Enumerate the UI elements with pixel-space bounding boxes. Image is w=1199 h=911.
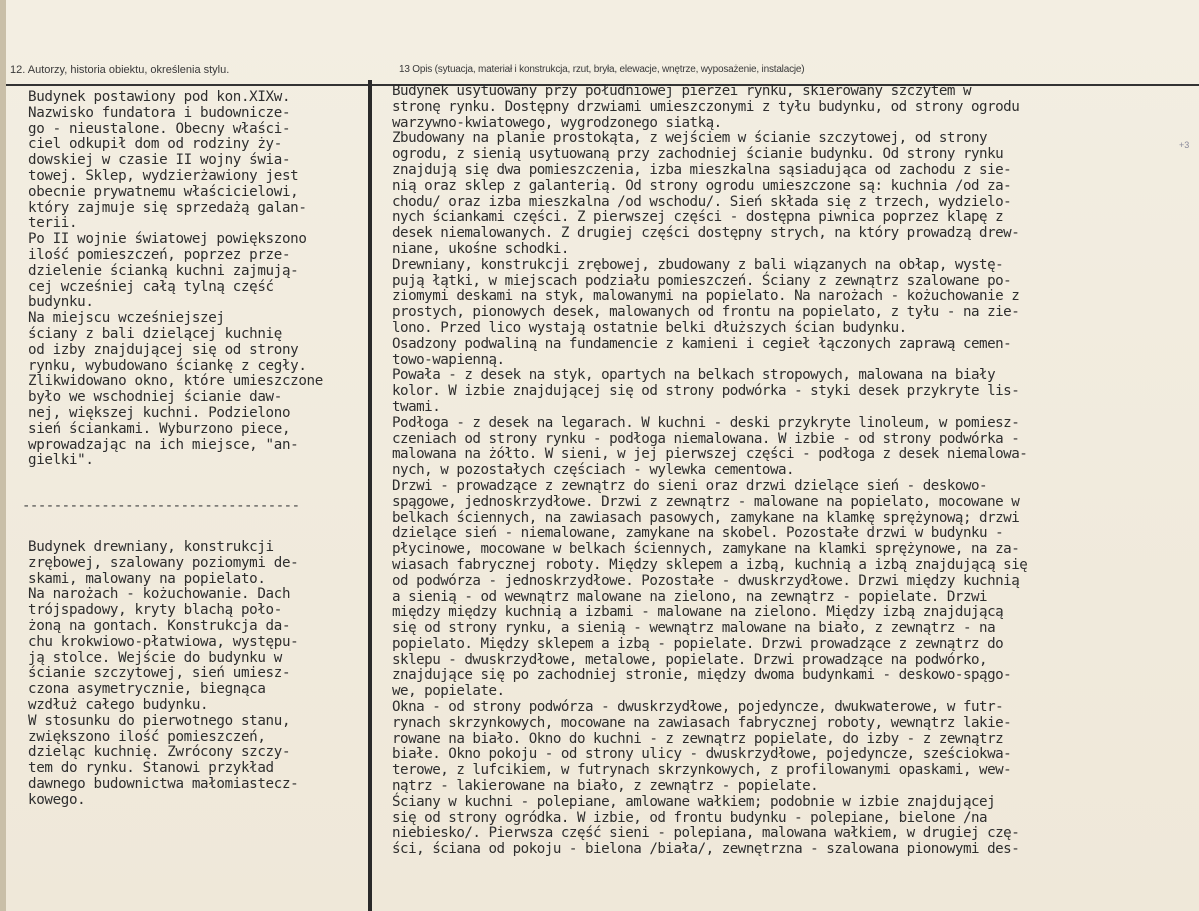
- text-line: się od strony ogródka. W izbie, od frontu budynku - polepiane, bielone /na: [392, 809, 988, 826]
- text-line: dzielenie ścianką kuchni zajmują-: [28, 262, 299, 279]
- margin-mark: +3: [1179, 140, 1190, 150]
- text-line: Na narożach - kożuchowanie. Dach: [28, 586, 291, 603]
- text-line: żoną na gontach. Konstrukcja da-: [28, 617, 291, 634]
- text-line: spągowe, jednoskrzydłowe. Drzwi z zewnątrz - malowane na popielato, mocowane w: [392, 493, 1020, 510]
- text-line: skami, malowany na popielato.: [28, 570, 266, 587]
- text-line: twami.: [392, 398, 441, 415]
- text-line: czeniach od strony rynku - podłoga niemalowana. W izbie - od strony podwórka -: [392, 430, 1020, 447]
- text-line: malowana na żółto. W sieni, w jej pierwszej części - podłoga z desek niemalowa-: [392, 446, 1028, 463]
- text-line: Powała - z desek na styk, opartych na belkach stropowych, malowana na biały: [392, 367, 996, 384]
- text-line: Ściany w kuchni - polepiane, amlowane wałkiem; podobnie w izbie znajdującej: [392, 793, 996, 810]
- text-line: od podwórza - jednoskrzydłowe. Pozostałe - dwuskrzydłowe. Drzwi między kuchnią: [392, 572, 1020, 589]
- text-line: we, popielate.: [392, 683, 505, 700]
- text-line: niane, ukośne schodki.: [392, 240, 569, 257]
- text-line: rynku, wybudowano ściankę z cegły.: [28, 357, 307, 374]
- text-line: wiasach fabrycznej roboty. Między sklepem a izbą, kuchnią a izbą znajdującą się: [392, 556, 1028, 573]
- text-line: ogrodu, z sienią usytuowaną przy zachodniej ścianie budynku. Od strony rynku: [392, 146, 1004, 163]
- text-line: się od strony rynku, a sienią - wewnątrz malowane na biało, z zewnątrz - na: [392, 620, 996, 637]
- text-line: białe. Okno pokoju - od strony ulicy - dwuskrzydłowe, pojedyncze, sześciokwa-: [392, 746, 1012, 763]
- text-line: było we wschodniej ścianie daw-: [28, 389, 282, 406]
- text-line: chodu/ oraz izba mieszkalna /od wschodu/. Sień składa się z trzech, wydzielo-: [392, 193, 1012, 210]
- text-line: rynach skrzynkowych, mocowane na zawiasach fabrycznej roboty, wewnątrz lakie-: [392, 714, 1012, 731]
- header-right: 13 Opis (sytuacja, materiał i konstrukcja, rzut, bryła, elewacje, wnętrze, wyposażenie, instalacje): [399, 64, 805, 75]
- text-line: zrębowej, szalowany poziomymi de-: [28, 554, 299, 571]
- text-line: znajdują się dwa pomieszczenia, izba mieszkalna sąsiadująca od zachodu z sie-: [392, 161, 1012, 178]
- header-left: 12. Autorzy, historia obiektu, określenia stylu.: [10, 64, 230, 76]
- text-line: rowane na biało. Okno do kuchni - z zewnątrz popielate, do izby - z zewnątrz: [392, 730, 1004, 747]
- text-line: gielki".: [28, 452, 94, 469]
- text-line: ją stolce. Wejście do budynku w: [28, 649, 282, 666]
- text-line: Podłoga - z desek na legarach. W kuchni - deski przykryte linoleum, w pomiesz-: [392, 414, 1020, 431]
- text-line: obecnie prywatnemu właścicielowi,: [28, 183, 299, 200]
- text-line: Zbudowany na planie prostokąta, z wejściem w ścianie szczytowej, od strony: [392, 130, 988, 147]
- text-line: Drzwi - prowadzące z zewnątrz do sieni oraz drzwi dzielące sień - deskowo-: [392, 477, 988, 494]
- text-line: cej wcześniej całą tylną część: [28, 278, 274, 295]
- text-line: Nazwisko fundatora i budownicze-: [28, 104, 291, 121]
- left-column-style: [28, 540, 298, 809]
- page-edge: [0, 0, 6, 911]
- text-line: między między kuchnią a izbami - malowane na zielono. Między izbą znajdującą: [392, 604, 1004, 621]
- separator-line: -----------------------------------: [22, 498, 300, 514]
- text-line: nych, w pozostałych częściach - wylewka cementowa.: [392, 462, 795, 479]
- text-line: Po II wojnie światowej powiększono: [28, 231, 307, 248]
- text-line: stronę rynku. Dostępny drzwiami umieszczonymi z tyłu budynku, od strony ogrodu: [392, 98, 1020, 115]
- text-line: Budynek drewniany, konstrukcji: [28, 539, 274, 555]
- text-line: nią oraz sklep z galanterią. Od strony ogrodu umieszczone są: kuchnia /od za-: [392, 177, 1012, 194]
- text-line: budynku.: [28, 294, 94, 311]
- text-line: płycinowe, mocowane w belkach ściennych, zamykane na klamki sprężynowe, na za-: [392, 541, 1020, 558]
- text-line: chu krokwiowo-płatwiowa, występu-: [28, 633, 299, 650]
- text-line: Budynek postawiony pod kon.XIXw.: [28, 89, 291, 105]
- text-line: warzywno-kwiatowego, wygrodzonego siatką.: [392, 114, 722, 131]
- right-column-description: [392, 84, 1027, 858]
- text-line: tem do rynku. Stanowi przykład: [28, 760, 274, 777]
- text-line: ciel odkupił dom od rodziny ży-: [28, 136, 282, 153]
- text-line: Drewniany, konstrukcji zrębowej, zbudowany z bali wiązanych na obłap, wystę-: [392, 256, 1004, 273]
- text-line: Okna - od strony podwórza - dwuskrzydłowe, pojedyncze, dwukwaterowe, w futr-: [392, 699, 1004, 716]
- text-line: wprowadzając na ich miejsce, "an-: [28, 436, 299, 453]
- text-line: towej. Sklep, wydzierżawiony jest: [28, 167, 299, 184]
- text-line: znajdujące się po zachodniej stronie, między dwoma budynkami - deskowo-spągo-: [392, 667, 1012, 684]
- text-line: belkach ściennych, na zawiasach pasowych, zamykane na klamkę sprężynową; drzwi: [392, 509, 1020, 526]
- text-line: go - nieustalone. Obecny właści-: [28, 120, 291, 137]
- text-line: dawnego budownictwa małomiastecz-: [28, 775, 299, 792]
- text-line: wzdłuż całego budynku.: [28, 696, 209, 713]
- text-line: nych ściankami części. Z pierwszej części - dostępna piwnica poprzez klapę z: [392, 209, 1004, 226]
- text-line: kolor. W izbie znajdującej się od strony podwórka - styki desek przykryte lis-: [392, 383, 1020, 400]
- text-line: dowskiej w czasie II wojny świa-: [28, 152, 291, 169]
- text-line: lono. Przed lico wystają ostatnie belki dłuższych ścian budynku.: [392, 319, 907, 336]
- text-line: który zajmuje się sprzedażą galan-: [28, 199, 307, 216]
- text-line: pują łątki, w miejscach podziału pomieszczeń. Ściany z zewnątrz szalowane po-: [392, 272, 1012, 289]
- text-line: Osadzony podwaliną na fundamencie z kamieni i cegieł łączonych zaprawą cemen-: [392, 335, 1012, 352]
- text-line: ścianie szczytowej, sień umiesz-: [28, 665, 291, 682]
- text-line: Na miejscu wcześniejszej: [28, 310, 225, 327]
- text-line: ści, ściana od pokoju - bielona /biała/, zewnętrzna - szalowana pionowymi des-: [392, 841, 1020, 858]
- text-line: kowego.: [28, 791, 86, 808]
- text-line: nej, większej kuchni. Podzielono: [28, 404, 291, 421]
- text-line: terii.: [28, 215, 78, 232]
- text-line: od izby znajdującej się od strony: [28, 341, 299, 358]
- text-line: dzielące sień - niemalowane, zamykane na skobel. Pozostałe drzwi w budynku -: [392, 525, 1004, 542]
- text-line: desek niemalowanych. Z drugiej części dostępny strych, na który prowadzą drew-: [392, 225, 1020, 242]
- text-line: zwiększono ilość pomieszczeń,: [28, 728, 266, 745]
- text-line: ściany z bali dzielącej kuchnię: [28, 325, 282, 342]
- text-line: trójspadowy, kryty blachą poło-: [28, 602, 282, 619]
- text-line: Zlikwidowano okno, które umieszczone: [28, 373, 323, 390]
- text-line: ilość pomieszczeń, poprzez prze-: [28, 246, 291, 263]
- column-divider: [368, 80, 372, 911]
- text-line: W stosunku do pierwotnego stanu,: [28, 712, 291, 729]
- text-line: popielato. Między sklepem a izbą - popielate. Drzwi prowadzące z zewnątrz do: [392, 635, 1004, 652]
- text-line: ziomymi deskami na styk, malowanymi na popielato. Na narożach - kożuchowanie z: [392, 288, 1020, 305]
- text-line: prostych, pionowych desek, malowanych od frontu na popielato, z tyłu - na zie-: [392, 304, 1020, 321]
- text-line: Budynek usytuowany przy południowej pierzei rynku, skierowany szczytem w: [392, 83, 971, 99]
- text-line: dzieląc kuchnię. Zwrócony szczy-: [28, 744, 291, 761]
- text-line: sklepu - dwuskrzydłowe, metalowe, popielate. Drzwi prowadzące na podwórko,: [392, 651, 988, 668]
- text-line: sień ściankami. Wyburzono piece,: [28, 420, 291, 437]
- text-line: niebiesko/. Pierwsza część sieni - polepiana, malowana wałkiem, w drugiej czę-: [392, 825, 1020, 842]
- text-line: czona asymetrycznie, biegnąca: [28, 681, 266, 698]
- text-line: towo-wapienną.: [392, 351, 505, 368]
- left-column-history: [28, 90, 323, 469]
- text-line: a sienią - od wewnątrz malowane na zielono, na zewnątrz - popielate. Drzwi: [392, 588, 988, 605]
- text-line: terowe, z lufcikiem, w futrynach skrzynkowych, z profilowanymi opaskami, wew-: [392, 762, 1012, 779]
- text-line: nątrz - lakierowane na biało, z zewnątrz - popielate.: [392, 778, 819, 795]
